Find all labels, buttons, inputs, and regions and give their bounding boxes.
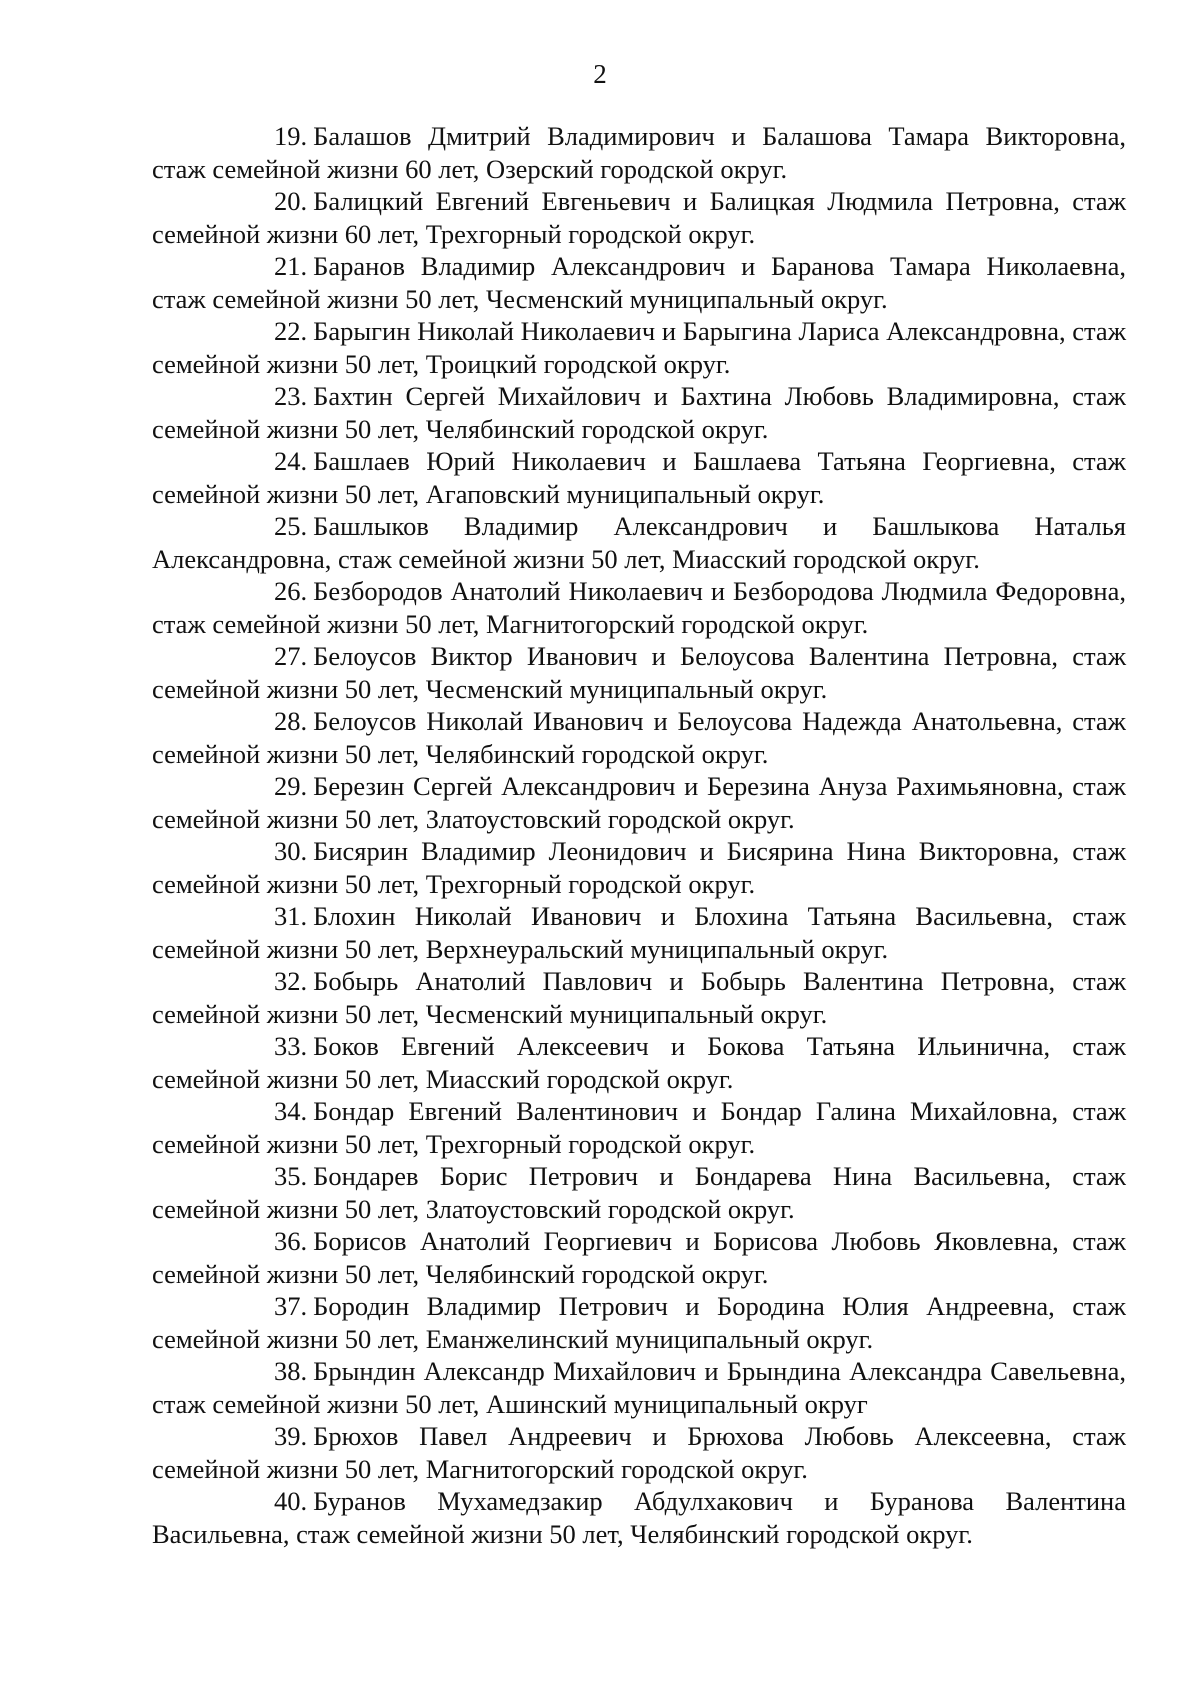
list-item-text: Барыгин Николай Николаевич и Барыгина Лариса Александровна, стаж семейной жизни 50 лет, Троицкий городской округ.	[152, 316, 1126, 379]
list-item	[152, 1095, 1126, 1160]
list-item-text: Баранов Владимир Александрович и Баранова Тамара Николаевна, стаж семейной жизни 50 лет, Чесменский муниципальный округ.	[152, 251, 1126, 314]
list-item-number: 39.	[274, 1421, 308, 1451]
page-number: 2	[593, 59, 607, 89]
list-item-number: 32.	[274, 966, 308, 996]
entry-list	[152, 120, 1126, 1550]
list-item	[152, 1355, 1126, 1420]
list-item-text: Буранов Мухамедзакир Абдулхакович и Буранова Валентина Васильевна, стаж семейной жизни 50 лет, Челябинский городской округ.	[152, 1486, 1126, 1549]
list-item	[152, 380, 1126, 445]
list-item	[152, 770, 1126, 835]
list-item-number: 35.	[274, 1161, 308, 1191]
list-item-text: Боков Евгений Алексеевич и Бокова Татьяна Ильинична, стаж семейной жизни 50 лет, Миасский городской округ.	[152, 1031, 1126, 1094]
list-item-text: Балашов Дмитрий Владимирович и Балашова Тамара Викторовна, стаж семейной жизни 60 лет, Озерский городской округ.	[152, 121, 1126, 184]
list-item-number: 23.	[274, 381, 308, 411]
list-item	[152, 1420, 1126, 1485]
list-item-number: 22.	[274, 316, 308, 346]
list-item-text: Бородин Владимир Петрович и Бородина Юлия Андреевна, стаж семейной жизни 50 лет, Еманжелинский муниципальный округ.	[152, 1291, 1126, 1354]
list-item-number: 29.	[274, 771, 308, 801]
list-item-text: Березин Сергей Александрович и Березина Ануза Рахимьяновна, стаж семейной жизни 50 лет, Златоустовский городской округ.	[152, 771, 1126, 834]
list-item	[152, 250, 1126, 315]
list-item-number: 21.	[274, 251, 308, 281]
list-item-number: 36.	[274, 1226, 308, 1256]
list-item	[152, 1160, 1126, 1225]
list-item-number: 37.	[274, 1291, 308, 1321]
list-item-number: 34.	[274, 1096, 308, 1126]
list-item	[152, 705, 1126, 770]
list-item-number: 33.	[274, 1031, 308, 1061]
list-item-text: Башлаев Юрий Николаевич и Башлаева Татьяна Георгиевна, стаж семейной жизни 50 лет, Агаповский муниципальный округ.	[152, 446, 1126, 509]
list-item-text: Бондарев Борис Петрович и Бондарева Нина Васильевна, стаж семейной жизни 50 лет, Златоустовский городской округ.	[152, 1161, 1126, 1224]
list-item-text: Бобырь Анатолий Павлович и Бобырь Валентина Петровна, стаж семейной жизни 50 лет, Чесменский муниципальный округ.	[152, 966, 1126, 1029]
list-item	[152, 315, 1126, 380]
list-item	[152, 640, 1126, 705]
list-item-number: 26.	[274, 576, 308, 606]
list-item	[152, 575, 1126, 640]
list-item-number: 20.	[274, 186, 308, 216]
list-item-number: 19.	[274, 121, 308, 151]
list-item-text: Бахтин Сергей Михайлович и Бахтина Любовь Владимировна, стаж семейной жизни 50 лет, Челябинский городской округ.	[152, 381, 1126, 444]
list-item-number: 40.	[274, 1486, 308, 1516]
list-item	[152, 1485, 1126, 1550]
list-item-text: Блохин Николай Иванович и Блохина Татьяна Васильевна, стаж семейной жизни 50 лет, Верхнеуральский муниципальный округ.	[152, 901, 1126, 964]
list-item-number: 25.	[274, 511, 308, 541]
list-item	[152, 185, 1126, 250]
list-item-number: 27.	[274, 641, 308, 671]
list-item	[152, 510, 1126, 575]
list-item-number: 30.	[274, 836, 308, 866]
list-item	[152, 835, 1126, 900]
list-item-text: Башлыков Владимир Александрович и Башлыкова Наталья Александровна, стаж семейной жизни 50 лет, Миасский городской округ.	[152, 511, 1126, 574]
list-item	[152, 1290, 1126, 1355]
list-item-number: 38.	[274, 1356, 308, 1386]
list-item-text: Балицкий Евгений Евгеньевич и Балицкая Людмила Петровна, стаж семейной жизни 60 лет, Трехгорный городской округ.	[152, 186, 1126, 249]
list-item	[152, 1030, 1126, 1095]
list-item-text: Брындин Александр Михайлович и Брындина Александра Савельевна, стаж семейной жизни 50 лет, Ашинский муниципальный округ	[152, 1356, 1126, 1419]
list-item	[152, 965, 1126, 1030]
list-item	[152, 445, 1126, 510]
list-item-text: Бисярин Владимир Леонидович и Бисярина Нина Викторовна, стаж семейной жизни 50 лет, Трехгорный городской округ.	[152, 836, 1126, 899]
list-item-text: Бондар Евгений Валентинович и Бондар Галина Михайловна, стаж семейной жизни 50 лет, Трехгорный городской округ.	[152, 1096, 1126, 1159]
list-item-text: Белоусов Виктор Иванович и Белоусова Валентина Петровна, стаж семейной жизни 50 лет, Чесменский муниципальный округ.	[152, 641, 1126, 704]
list-item-text: Брюхов Павел Андреевич и Брюхова Любовь Алексеевна, стаж семейной жизни 50 лет, Магнитогорский городской округ.	[152, 1421, 1126, 1484]
list-item-number: 31.	[274, 901, 308, 931]
list-item	[152, 900, 1126, 965]
list-item-text: Безбородов Анатолий Николаевич и Безбородова Людмила Федоровна, стаж семейной жизни 50 лет, Магнитогорский городской округ.	[152, 576, 1126, 639]
list-item-text: Белоусов Николай Иванович и Белоусова Надежда Анатольевна, стаж семейной жизни 50 лет, Челябинский городской округ.	[152, 706, 1126, 769]
list-item	[152, 1225, 1126, 1290]
list-item-number: 28.	[274, 706, 308, 736]
list-item	[152, 120, 1126, 185]
list-item-number: 24.	[274, 446, 308, 476]
list-item-text: Борисов Анатолий Георгиевич и Борисова Любовь Яковлевна, стаж семейной жизни 50 лет, Челябинский городской округ.	[152, 1226, 1126, 1289]
